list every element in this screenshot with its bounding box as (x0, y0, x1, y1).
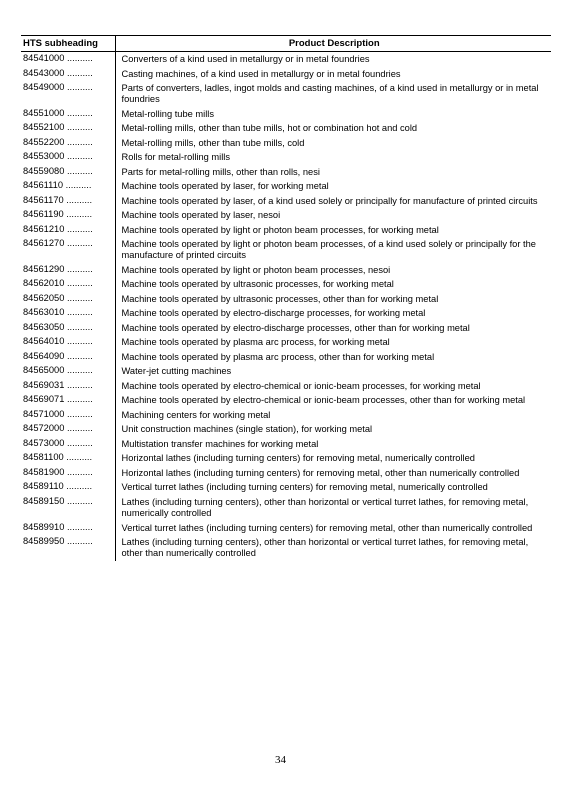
table-row (21, 466, 551, 481)
table-row (21, 136, 551, 151)
product-description-cell: Rolls for metal-rolling mills (121, 152, 230, 163)
table-row (21, 223, 551, 238)
table-row (21, 335, 551, 350)
table-row (21, 521, 551, 536)
hts-code-cell: 84561270 .......... (21, 237, 115, 263)
table-row (21, 81, 551, 107)
table-row (21, 150, 551, 165)
table-row (21, 165, 551, 180)
header-row (21, 36, 551, 52)
product-description-cell: Machine tools operated by laser, nesoi (121, 210, 281, 221)
table-row (21, 179, 551, 194)
product-description-cell: Multistation transfer machines for working metal (121, 438, 319, 449)
hts-code-cell: 84569071 .......... (21, 393, 115, 408)
hts-code-cell: 84573000 .......... (21, 437, 115, 452)
hts-code-cell: 84553000 .......... (21, 150, 115, 165)
table-row (21, 194, 551, 209)
table-row (21, 480, 551, 495)
table-row (21, 535, 551, 561)
product-description-cell: Converters of a kind used in metallurgy or in metal foundries (121, 54, 370, 64)
hts-code-cell: 84561190 .......... (21, 208, 115, 223)
product-description-cell: Machine tools operated by plasma arc process, other than for working metal (121, 351, 435, 362)
product-description-cell: Machining centers for working metal (121, 409, 271, 420)
table-body (21, 52, 551, 561)
hts-code-cell: 84561290 .......... (21, 263, 115, 278)
product-description-cell: Machine tools operated by ultrasonic processes, for working metal (121, 279, 394, 290)
hts-code-cell: 84572000 .......... (21, 422, 115, 437)
table-row (21, 350, 551, 365)
hts-code-cell: 84581100 .......... (21, 451, 115, 466)
product-description-cell: Parts for metal-rolling mills, other than rolls, nesi (121, 166, 320, 177)
hts-code-cell: 84589110 .......... (21, 480, 115, 495)
hts-table (21, 35, 551, 561)
table-row (21, 67, 551, 82)
table-row (21, 495, 551, 521)
table-row (21, 107, 551, 122)
table-row (21, 121, 551, 136)
product-description-cell: Metal-rolling tube mills (121, 108, 214, 119)
product-description-cell: Vertical turret lathes (including turning centers) for removing metal, numerically controlled (121, 482, 488, 493)
product-description-cell: Machine tools operated by electro-chemical or ionic-beam processes, for working metal (121, 380, 481, 391)
table-row (21, 321, 551, 336)
table-row (21, 408, 551, 423)
product-description-cell: Machine tools operated by electro-chemical or ionic-beam processes, other than for working metal (121, 395, 526, 406)
product-description-cell: Machine tools operated by laser, for working metal (121, 181, 329, 192)
hts-code-cell: 84552200 .......... (21, 136, 115, 151)
product-description-cell: Machine tools operated by light or photon beam processes, nesoi (121, 264, 391, 275)
product-description-cell: Metal-rolling mills, other than tube mills, hot or combination hot and cold (121, 123, 418, 134)
product-description-cell: Horizontal lathes (including turning centers) for removing metal, numerically controlled (121, 453, 475, 464)
hts-code-cell: 84571000 .......... (21, 408, 115, 423)
product-description-cell: Machine tools operated by electro-discharge processes, other than for working metal (121, 322, 470, 333)
table-row (21, 292, 551, 307)
hts-code-cell: 84561110 .......... (21, 179, 115, 194)
hts-code-cell: 84561210 .......... (21, 223, 115, 238)
product-description-cell: Machine tools operated by light or photon beam processes, for working metal (121, 224, 439, 235)
hts-code-cell: 84561170 .......... (21, 194, 115, 209)
hts-code-cell: 84559080 .......... (21, 165, 115, 180)
table-row (21, 364, 551, 379)
product-description-cell: Lathes (including turning centers), other than horizontal or vertical turret lathes, for removing metal, other than numerically controlled (121, 537, 529, 559)
table-row (21, 451, 551, 466)
product-description-cell: Machine tools operated by electro-discharge processes, for working metal (121, 308, 426, 319)
hts-code-cell: 84564010 .......... (21, 335, 115, 350)
table-row (21, 437, 551, 452)
product-description-cell: Machine tools operated by laser, of a kind used solely or principally for manufacture of printed circuits (121, 195, 538, 206)
hts-code-cell: 84552100 .......... (21, 121, 115, 136)
hts-code-cell: 84541000 .......... (21, 52, 115, 67)
hts-code-cell: 84581900 .......... (21, 466, 115, 481)
hts-code-cell: 84569031 .......... (21, 379, 115, 394)
table-row (21, 379, 551, 394)
product-description-cell: Machine tools operated by plasma arc process, for working metal (121, 337, 390, 348)
table-row (21, 277, 551, 292)
hts-code-cell: 84564090 .......... (21, 350, 115, 365)
table-row (21, 422, 551, 437)
hts-code-cell: 84551000 .......... (21, 107, 115, 122)
hts-code-cell: 84563010 .......... (21, 306, 115, 321)
product-description-cell: Lathes (including turning centers), other than horizontal or vertical turret lathes, for removing metal, numerically controlled (121, 496, 529, 519)
header-product-description: Product Description (288, 38, 380, 49)
hts-code-cell: 84589950 .......... (21, 535, 115, 561)
product-description-cell: Casting machines, of a kind used in metallurgy or in metal foundries (121, 68, 401, 79)
product-description-cell: Vertical turret lathes (including turning centers) for removing metal, other than numerically controlled (121, 522, 533, 533)
product-description-cell: Metal-rolling mills, other than tube mills, cold (121, 137, 305, 148)
table-row (21, 52, 551, 67)
table-row (21, 263, 551, 278)
header-hts-subheading: HTS subheading (21, 36, 115, 52)
product-description-cell: Unit construction machines (single station), for working metal (121, 424, 373, 435)
document-page (21, 35, 551, 561)
table-header (21, 36, 551, 52)
hts-code-cell: 84562050 .......... (21, 292, 115, 307)
table-row (21, 237, 551, 263)
page-number: 34 (275, 754, 286, 766)
table-row (21, 393, 551, 408)
product-description-cell: Water-jet cutting machines (121, 366, 232, 377)
hts-code-cell: 84543000 .......... (21, 67, 115, 82)
table-row (21, 306, 551, 321)
hts-code-cell: 84549000 .......... (21, 81, 115, 107)
product-description-cell: Parts of converters, ladles, ingot molds and casting machines, of a kind used in metallurgy or in metal foundries (121, 83, 539, 105)
hts-code-cell: 84565000 .......... (21, 364, 115, 379)
hts-code-cell: 84562010 .......... (21, 277, 115, 292)
product-description-cell: Machine tools operated by light or photon beam processes, of a kind used solely or principally for the manufacture of printed circuits (121, 239, 536, 261)
table-row (21, 208, 551, 223)
product-description-cell: Horizontal lathes (including turning centers) for removing metal, other than numerically controlled (121, 467, 520, 478)
hts-code-cell: 84589910 .......... (21, 521, 115, 536)
product-description-cell: Machine tools operated by ultrasonic processes, other than for working metal (121, 293, 439, 304)
hts-code-cell: 84589150 .......... (21, 495, 115, 521)
hts-code-cell: 84563050 .......... (21, 321, 115, 336)
